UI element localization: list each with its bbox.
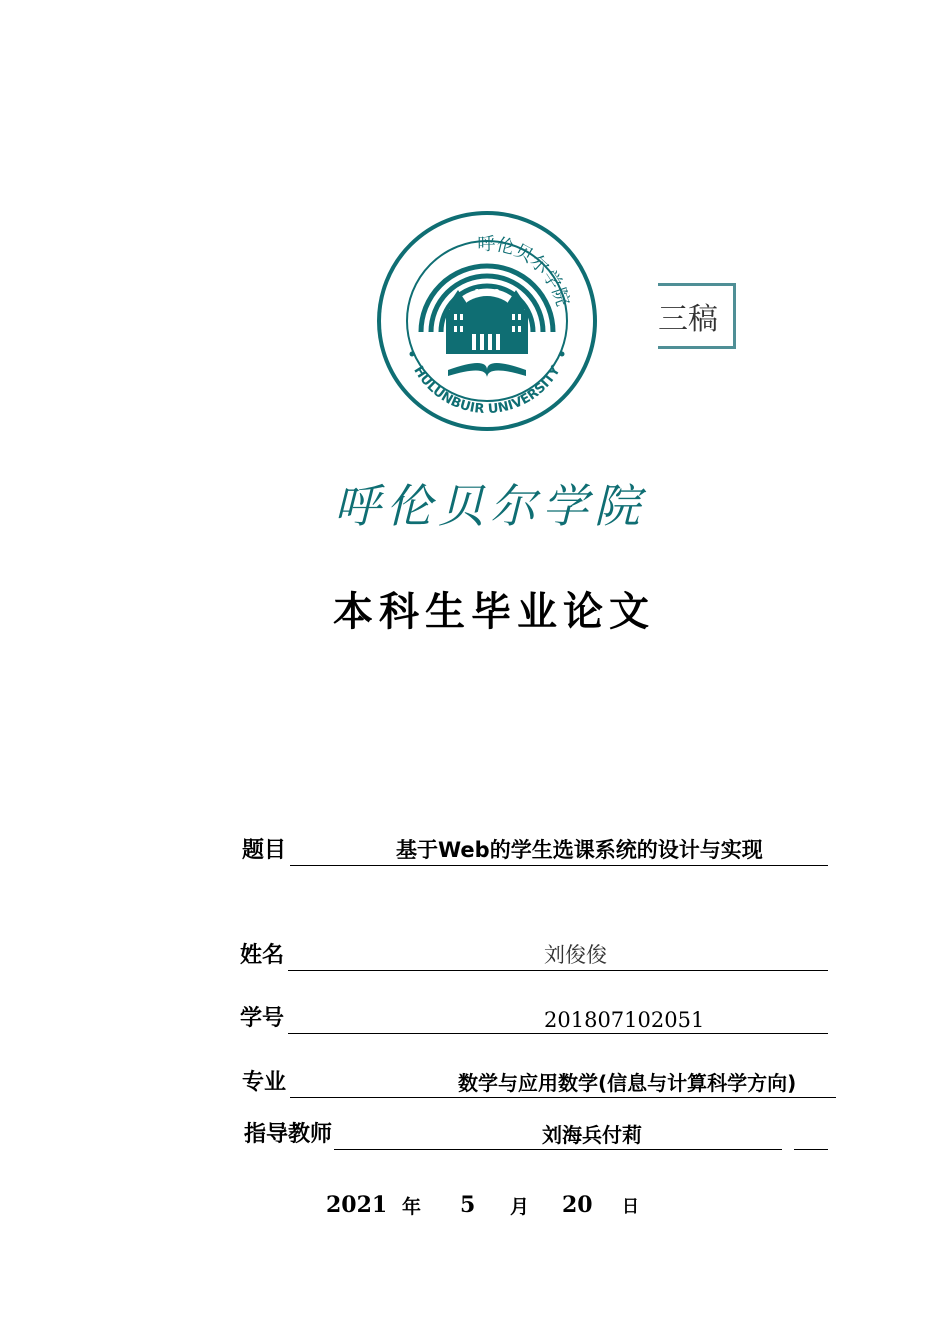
date-year-unit: 年 [402,1196,422,1218]
topic-label: 题目 [242,838,287,863]
advisor-label: 指导教师 [244,1122,333,1147]
date-day: 20 [562,1192,593,1218]
advisor-underline [334,1149,782,1150]
date-month-unit: 月 [510,1196,530,1218]
date-year: 2021 [326,1192,388,1218]
topic-underline [290,865,828,866]
document-title: 本科生毕业论文 [333,589,655,635]
student-id-row [240,1000,828,1034]
university-seal-logo [376,210,598,432]
major-label: 专业 [242,1070,287,1095]
student-id-underline [288,1033,828,1034]
name-label: 姓名 [240,943,285,968]
major-underline [290,1097,836,1098]
name-underline [288,970,828,971]
seal-chinese-text: 呼伦贝尔学院 [477,233,574,309]
seal-year: 1958 [474,288,500,299]
student-id-label: 学号 [240,1006,285,1031]
draft-label-box [658,283,736,349]
student-id-value: 201807102051 [544,1008,705,1032]
topic-value: 基于Web的学生选课系统的设计与实现 [396,838,763,862]
topic-row [242,832,828,866]
advisor-row [244,1116,828,1150]
advisor-underline-tail [794,1149,828,1150]
name-value: 刘俊俊 [544,943,607,967]
date-day-unit: 日 [622,1197,639,1217]
major-row [242,1064,836,1098]
university-name: 呼伦贝尔学院 [334,479,646,533]
draft-label: 三稿 [658,302,718,337]
name-row [240,937,828,971]
date-month: 5 [460,1192,476,1218]
major-value: 数学与应用数学(信息与计算科学方向) [458,1071,797,1095]
seal-english-text: HULUNBUIR UNIVERSITY [410,363,564,418]
advisor-value: 刘海兵付莉 [542,1123,642,1147]
